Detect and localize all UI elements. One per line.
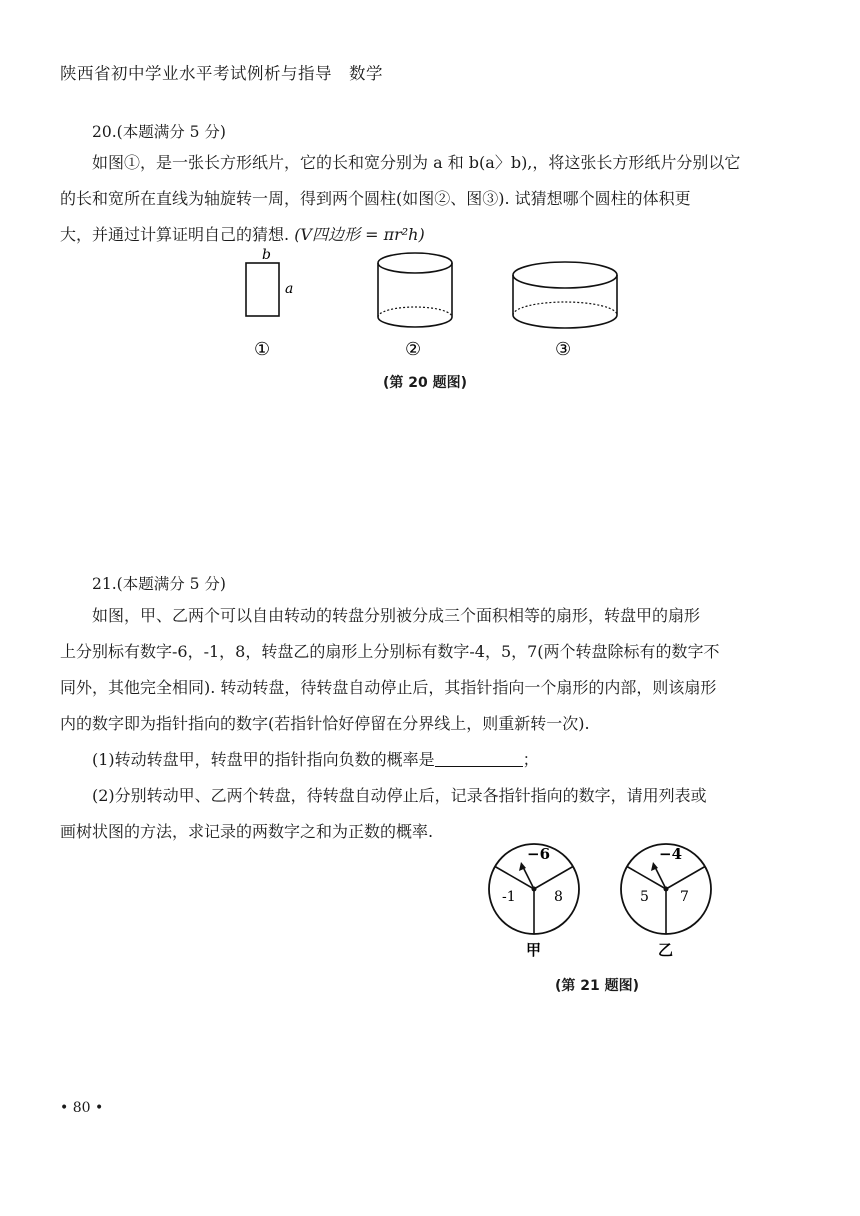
q21-caption: (第 21 题图) [555, 978, 640, 994]
jia-right-number: 8 [554, 889, 563, 905]
q20-formula: (V四边形 = πr²h) [294, 225, 425, 244]
q20-figure [230, 245, 630, 370]
yi-right-number: 7 [680, 889, 689, 905]
fig3-label: ③ [555, 339, 572, 360]
yi-top-number: −4 [659, 845, 683, 863]
jia-top-number: −6 [527, 845, 551, 863]
q20-body [60, 145, 805, 253]
q21-part1: (1)转动转盘甲，转盘甲的指针指向负数的概率是 [92, 750, 435, 769]
page-number: • 80 • [60, 1100, 104, 1116]
q20-caption: (第 20 题图) [383, 375, 468, 391]
q21-line-1: 如图，甲、乙两个可以自由转动的转盘分别被分成三个面积相等的扇形，转盘甲的扇形 [92, 606, 701, 625]
yi-label: 乙 [658, 941, 674, 959]
jia-label: 甲 [526, 941, 542, 959]
q21-heading: 21.(本题满分 5 分) [92, 575, 226, 593]
q21-part1-end: ； [522, 750, 539, 769]
q20-line-1: 如图①，是一张长方形纸片，它的长和宽分别为 a 和 b(a〉b),，将这张长方形纸片分别以它 [92, 153, 741, 172]
q21-part2-line-1: (2)分别转动甲、乙两个转盘，待转盘自动停止后，记录各指针指向的数字，请用列表或 [92, 786, 707, 805]
q20-heading: 20.(本题满分 5 分) [92, 123, 226, 141]
q21-figure [480, 835, 730, 975]
q21-line-3: 同外，其他完全相同). 转动转盘，待转盘自动停止后，其指针指向一个扇形的内部，则该扇形 [60, 678, 717, 697]
q21-part2-line-2: 画树状图的方法，求记录的两数字之和为正数的概率. [60, 822, 434, 841]
label-b: b [262, 247, 271, 263]
spinner-jia [489, 844, 579, 959]
cylinder-tall [378, 253, 452, 327]
q21-line-2: 上分别标有数字-6，-1，8，转盘乙的扇形上分别标有数字-4，5，7(两个转盘除标有的数字不 [60, 642, 720, 661]
q21-body [60, 598, 805, 850]
rectangle-paper [246, 263, 279, 316]
yi-left-number: 5 [640, 889, 649, 905]
q21-line-4: 内的数字即为指针指向的数字(若指针恰好停留在分界线上，则重新转一次). [60, 714, 590, 733]
answer-blank[interactable] [435, 746, 523, 767]
fig2-label: ② [405, 339, 422, 360]
page-header: 陕西省初中学业水平考试例析与指导 数学 [60, 64, 383, 83]
fig1-label: ① [254, 339, 271, 360]
label-a: a [285, 281, 294, 297]
jia-left-number: -1 [502, 889, 516, 905]
spinner-yi [621, 844, 711, 959]
q20-line-3: 大，并通过计算证明自己的猜想. [60, 225, 295, 244]
cylinder-wide [513, 262, 617, 328]
q20-line-2: 的长和宽所在直线为轴旋转一周，得到两个圆柱(如图②、图③). 试猜想哪个圆柱的体积更 [60, 189, 691, 208]
